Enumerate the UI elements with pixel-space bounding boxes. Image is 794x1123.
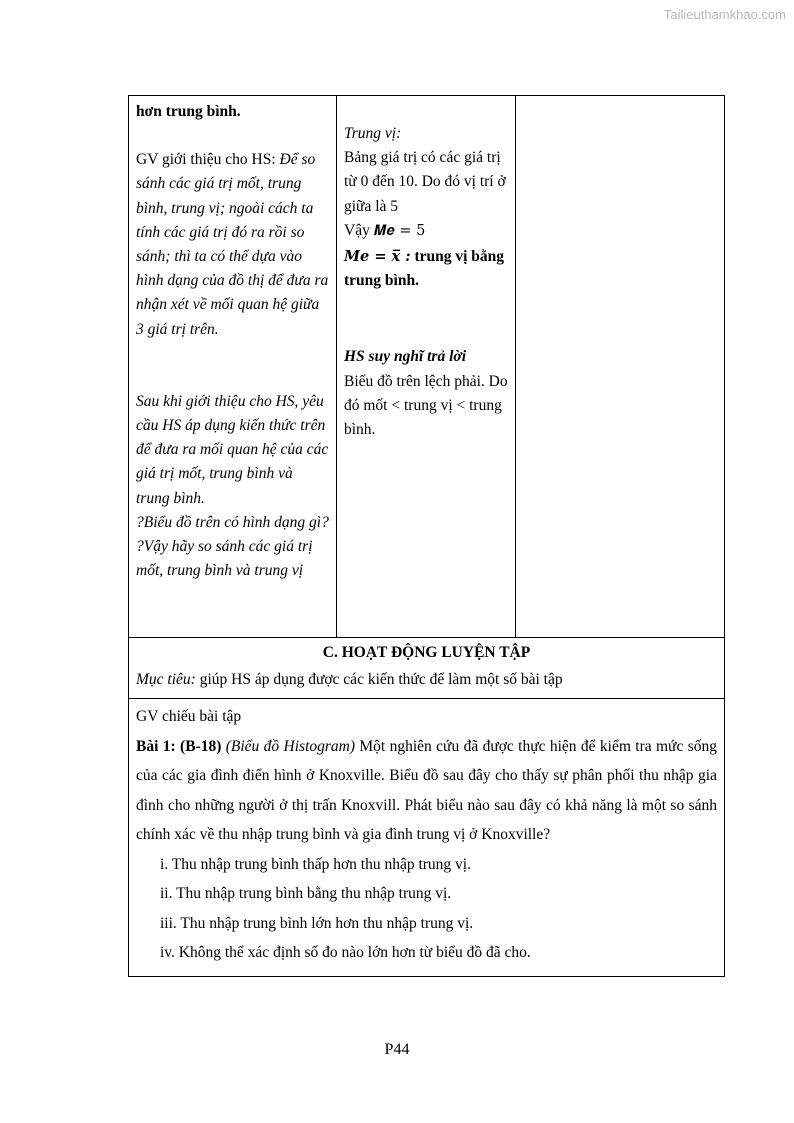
student-answer: Biểu đồ trên lệch phải. Do đó mốt < trung vị < trung bình.	[344, 372, 508, 439]
lesson-table	[128, 95, 725, 977]
exercise-cell	[129, 699, 725, 977]
after-intro: Sau khi giới thiệu cho HS, yêu cầu HS áp dụng kiến thức trên để đưa ra mối quan hệ của các giá trị mốt, trung bình và trung bình.	[136, 392, 329, 507]
watermark: Tailieuthamkhao.com	[663, 7, 786, 22]
teacher-activity-cell	[129, 96, 337, 638]
median-label: Trung vị:	[344, 125, 402, 142]
notes-cell	[516, 96, 725, 638]
exercise-intro: GV chiếu bài tập	[136, 708, 242, 725]
question-2: ?Vậy hãy so sánh các giá trị mốt, trung bình và trung vị	[136, 538, 313, 580]
exercise-row	[129, 699, 725, 977]
option-ii: ii. Thu nhập trung bình bằng thu nhập trung vị.	[160, 885, 452, 902]
gv-intro: GV giới thiệu cho HS: Để so sánh các giá trị mốt, trung bình, trung vị; ngoài cách ta tính các giá trị đó ra rồi so sánh; thì ta có thể dựa vào hình dạng của đồ thị để đưa ra nhận xét về mối quan hệ giữa 3 giá trị trên.	[136, 151, 329, 338]
exercise-text: Bài 1: (B-18) (Biểu đồ Histogram) Một nghiên cứu đã được thực hiện để kiểm tra mức sống của các gia đình điển hình ở Knoxville. Biểu đồ sau đây cho thấy sự phân phối thu nhập gia đình cho những người ở thị trấn Knoxvill. Phát biểu nào sau đây có khả năng là một so sánh chính xác về thu nhập trung bình và gia đình trung vị ở Knoxville?	[136, 737, 717, 843]
section-c-objective: Mục tiêu: giúp HS áp dụng được các kiến thức để làm một số bài tập	[136, 671, 563, 688]
activity-row	[129, 96, 725, 638]
section-c-cell	[129, 638, 725, 699]
option-i: i. Thu nhập trung bình thấp hơn thu nhập trung vị.	[160, 855, 471, 873]
student-activity-cell	[337, 96, 516, 638]
me-equals-5: Vậy 𝑴𝒆 = 5	[344, 221, 426, 239]
option-iv: iv. Không thể xác định số đo nào lớn hơn từ biểu đồ đã cho.	[160, 944, 531, 961]
section-c-heading: C. HOẠT ĐỘNG LUYỆN TẬP	[322, 644, 531, 661]
section-c-row	[129, 638, 725, 699]
question-1: ?Biểu đồ trên có hình dạng gì?	[136, 513, 329, 531]
option-iii: iii. Thu nhập trung bình lớn hơn thu nhập trung vị.	[160, 914, 474, 932]
me-equals-mean: 𝑴𝒆 = 𝒙̅ : trung vị bằng trung bình.	[344, 248, 505, 290]
page-number: P44	[384, 1041, 410, 1058]
line-top: hơn trung bình.	[136, 103, 241, 120]
hs-think: HS suy nghĩ trả lời	[344, 348, 467, 366]
median-text: Bảng giá trị có các giá trị từ 0 đến 10. Do đó vị trí ở giữa là 5	[344, 149, 506, 215]
